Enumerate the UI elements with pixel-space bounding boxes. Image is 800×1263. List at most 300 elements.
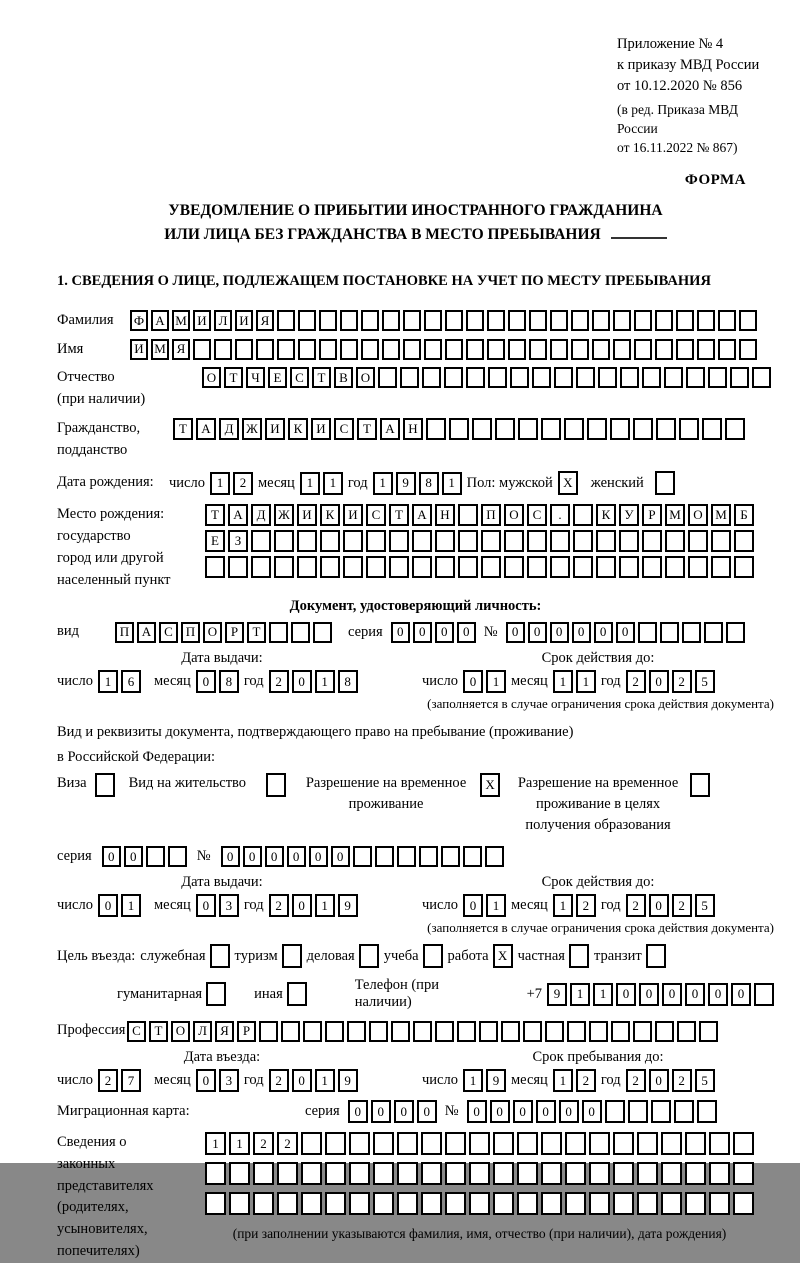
birth-place-char-box[interactable]: П [481,504,501,526]
representatives-char-box[interactable] [709,1132,730,1155]
representatives-char-box[interactable] [421,1162,442,1185]
digit-box[interactable]: 8 [219,670,239,693]
birth-place-char-box[interactable] [481,530,501,552]
surname-char-box[interactable] [613,310,631,331]
citizenship-char-box[interactable] [610,418,630,440]
digit-box[interactable]: 0 [463,894,483,917]
citizenship-char-box[interactable] [449,418,469,440]
given-name-char-box[interactable] [529,339,547,360]
digit-box[interactable] [704,622,723,643]
birth-place-char-box[interactable] [642,530,662,552]
digit-box[interactable]: 1 [593,983,613,1006]
patronymic-char-box[interactable] [532,367,551,388]
digit-box[interactable]: 0 [243,846,262,867]
digit-box[interactable] [375,846,394,867]
patronymic-char-box[interactable] [444,367,463,388]
digit-box[interactable]: 0 [639,983,659,1006]
digit-box[interactable]: 1 [553,894,573,917]
digit-box[interactable]: 1 [570,983,590,1006]
birth-place-char-box[interactable]: М [665,504,685,526]
birth-place-char-box[interactable]: . [550,504,570,526]
digit-box[interactable]: 0 [435,622,454,643]
representatives-char-box[interactable] [589,1192,610,1215]
digit-box[interactable]: 1 [373,472,393,495]
digit-box[interactable]: 0 [394,1100,414,1123]
birth-place-char-box[interactable] [320,556,340,578]
patronymic-char-box[interactable]: Т [224,367,243,388]
birth-place-char-box[interactable] [389,556,409,578]
citizenship-char-box[interactable] [518,418,538,440]
surname-char-box[interactable] [382,310,400,331]
digit-box[interactable]: 0 [467,1100,487,1123]
representatives-char-box[interactable] [373,1132,394,1155]
representatives-char-box[interactable] [685,1192,706,1215]
given-name-char-box[interactable] [424,339,442,360]
birth-place-char-box[interactable]: У [619,504,639,526]
profession-char-box[interactable] [479,1021,498,1042]
digit-box[interactable]: 0 [98,894,118,917]
digit-box[interactable]: 1 [323,472,343,495]
representatives-char-box[interactable] [205,1192,226,1215]
profession-char-box[interactable] [611,1021,630,1042]
profession-char-box[interactable]: Т [149,1021,168,1042]
birth-place-char-box[interactable] [274,556,294,578]
citizenship-char-box[interactable]: А [380,418,400,440]
representatives-char-box[interactable] [397,1162,418,1185]
birth-place-char-box[interactable] [435,556,455,578]
birth-place-char-box[interactable] [550,556,570,578]
birth-place-char-box[interactable] [711,530,731,552]
patronymic-char-box[interactable] [752,367,771,388]
identity-kind-char-box[interactable]: О [203,622,222,643]
representatives-char-box[interactable] [589,1132,610,1155]
digit-box[interactable]: 0 [196,670,216,693]
representatives-char-box[interactable] [469,1162,490,1185]
birth-place-char-box[interactable] [205,556,225,578]
citizenship-char-box[interactable]: И [311,418,331,440]
representatives-char-box[interactable] [229,1192,250,1215]
checkbox[interactable] [95,773,115,797]
birth-place-char-box[interactable] [550,530,570,552]
given-name-char-box[interactable] [256,339,274,360]
representatives-char-box[interactable] [565,1162,586,1185]
digit-box[interactable]: 0 [550,622,569,643]
digit-box[interactable]: 9 [396,472,416,495]
birth-place-char-box[interactable] [274,530,294,552]
birth-place-char-box[interactable] [412,556,432,578]
citizenship-char-box[interactable]: К [288,418,308,440]
digit-box[interactable]: 1 [315,894,335,917]
digit-box[interactable]: 9 [338,894,358,917]
patronymic-char-box[interactable] [554,367,573,388]
representatives-char-box[interactable] [613,1162,634,1185]
profession-char-box[interactable] [655,1021,674,1042]
digit-box[interactable] [485,846,504,867]
representatives-char-box[interactable] [301,1162,322,1185]
birth-place-char-box[interactable] [458,504,478,526]
profession-char-box[interactable] [325,1021,344,1042]
patronymic-char-box[interactable] [642,367,661,388]
birth-place-char-box[interactable] [596,556,616,578]
birth-place-char-box[interactable] [458,530,478,552]
given-name-char-box[interactable] [298,339,316,360]
birth-place-char-box[interactable] [734,530,754,552]
digit-box[interactable] [397,846,416,867]
digit-box[interactable]: 0 [506,622,525,643]
profession-char-box[interactable] [391,1021,410,1042]
given-name-char-box[interactable] [214,339,232,360]
representatives-char-box[interactable] [589,1162,610,1185]
birth-place-char-box[interactable]: М [711,504,731,526]
digit-box[interactable]: 8 [338,670,358,693]
representatives-char-box[interactable] [733,1132,754,1155]
digit-box[interactable] [168,846,187,867]
birth-place-char-box[interactable] [343,530,363,552]
given-name-char-box[interactable] [718,339,736,360]
patronymic-char-box[interactable] [466,367,485,388]
birth-place-char-box[interactable]: К [320,504,340,526]
profession-char-box[interactable]: Л [193,1021,212,1042]
representatives-char-box[interactable] [493,1192,514,1215]
birth-place-char-box[interactable] [596,530,616,552]
digit-box[interactable]: 0 [513,1100,533,1123]
surname-char-box[interactable] [466,310,484,331]
identity-kind-char-box[interactable]: С [159,622,178,643]
birth-place-char-box[interactable] [251,556,271,578]
digit-box[interactable]: 0 [594,622,613,643]
birth-place-char-box[interactable] [366,530,386,552]
surname-char-box[interactable] [571,310,589,331]
checkbox[interactable] [359,944,379,968]
checkbox[interactable] [206,982,226,1006]
representatives-char-box[interactable]: 2 [253,1132,274,1155]
birth-place-char-box[interactable] [619,530,639,552]
representatives-char-box[interactable] [325,1162,346,1185]
surname-char-box[interactable]: И [235,310,253,331]
citizenship-char-box[interactable] [679,418,699,440]
given-name-char-box[interactable] [508,339,526,360]
citizenship-char-box[interactable] [426,418,446,440]
birth-place-char-box[interactable] [527,530,547,552]
digit-box[interactable] [697,1100,717,1123]
digit-box[interactable]: 1 [576,670,596,693]
digit-box[interactable]: 0 [649,1069,669,1092]
digit-box[interactable]: 9 [338,1069,358,1092]
digit-box[interactable] [682,622,701,643]
patronymic-char-box[interactable] [708,367,727,388]
profession-char-box[interactable]: О [171,1021,190,1042]
representatives-char-box[interactable] [469,1192,490,1215]
surname-char-box[interactable] [592,310,610,331]
digit-box[interactable]: 9 [486,1069,506,1092]
given-name-char-box[interactable] [571,339,589,360]
digit-box[interactable]: 7 [121,1069,141,1092]
representatives-char-box[interactable] [493,1162,514,1185]
digit-box[interactable]: 0 [582,1100,602,1123]
birth-place-char-box[interactable] [389,530,409,552]
surname-char-box[interactable] [508,310,526,331]
representatives-char-box[interactable] [445,1192,466,1215]
patronymic-char-box[interactable] [598,367,617,388]
representatives-char-box[interactable] [517,1132,538,1155]
representatives-char-box[interactable] [253,1162,274,1185]
surname-char-box[interactable] [634,310,652,331]
identity-kind-char-box[interactable]: Т [247,622,266,643]
identity-kind-char-box[interactable]: П [181,622,200,643]
citizenship-char-box[interactable]: И [265,418,285,440]
representatives-char-box[interactable] [661,1162,682,1185]
surname-char-box[interactable]: И [193,310,211,331]
digit-box[interactable]: 8 [419,472,439,495]
representatives-char-box[interactable] [205,1162,226,1185]
digit-box[interactable]: 2 [576,894,596,917]
surname-char-box[interactable] [718,310,736,331]
birth-place-char-box[interactable] [504,556,524,578]
digit-box[interactable]: 0 [490,1100,510,1123]
surname-char-box[interactable] [277,310,295,331]
birth-place-char-box[interactable] [412,530,432,552]
surname-char-box[interactable] [340,310,358,331]
given-name-char-box[interactable] [676,339,694,360]
digit-box[interactable]: 5 [695,894,715,917]
birth-place-char-box[interactable] [228,556,248,578]
representatives-char-box[interactable] [685,1162,706,1185]
surname-char-box[interactable] [550,310,568,331]
checkbox[interactable]: X [480,773,500,797]
digit-box[interactable]: 1 [315,670,335,693]
given-name-char-box[interactable] [235,339,253,360]
representatives-char-box[interactable] [541,1132,562,1155]
digit-box[interactable]: 1 [300,472,320,495]
patronymic-char-box[interactable] [620,367,639,388]
digit-box[interactable] [726,622,745,643]
digit-box[interactable]: 0 [309,846,328,867]
representatives-char-box[interactable] [253,1192,274,1215]
birth-place-char-box[interactable] [251,530,271,552]
birth-place-char-box[interactable] [320,530,340,552]
given-name-char-box[interactable] [487,339,505,360]
birth-place-char-box[interactable]: Ж [274,504,294,526]
profession-char-box[interactable] [435,1021,454,1042]
representatives-char-box[interactable] [445,1132,466,1155]
citizenship-char-box[interactable] [656,418,676,440]
citizenship-char-box[interactable]: С [334,418,354,440]
digit-box[interactable]: 0 [457,622,476,643]
surname-char-box[interactable] [739,310,757,331]
representatives-char-box[interactable] [445,1162,466,1185]
digit-box[interactable] [353,846,372,867]
given-name-char-box[interactable] [445,339,463,360]
given-name-char-box[interactable] [193,339,211,360]
representatives-char-box[interactable] [613,1132,634,1155]
digit-box[interactable]: 2 [626,1069,646,1092]
birth-place-char-box[interactable] [435,530,455,552]
surname-char-box[interactable] [529,310,547,331]
digit-box[interactable] [638,622,657,643]
birth-place-char-box[interactable] [688,530,708,552]
representatives-char-box[interactable] [493,1132,514,1155]
digit-box[interactable] [674,1100,694,1123]
checkbox[interactable]: X [558,471,578,495]
patronymic-char-box[interactable]: В [334,367,353,388]
profession-char-box[interactable]: С [127,1021,146,1042]
representatives-char-box[interactable] [709,1162,730,1185]
digit-box[interactable]: 0 [685,983,705,1006]
profession-char-box[interactable] [545,1021,564,1042]
given-name-char-box[interactable] [277,339,295,360]
birth-place-char-box[interactable] [366,556,386,578]
digit-box[interactable] [463,846,482,867]
digit-box[interactable]: 2 [98,1069,118,1092]
digit-box[interactable]: 0 [331,846,350,867]
digit-box[interactable]: 2 [269,670,289,693]
patronymic-char-box[interactable] [576,367,595,388]
birth-place-char-box[interactable]: О [688,504,708,526]
digit-box[interactable]: 0 [572,622,591,643]
digit-box[interactable]: 0 [292,1069,312,1092]
digit-box[interactable]: 0 [649,670,669,693]
digit-box[interactable]: 0 [102,846,121,867]
patronymic-char-box[interactable]: Е [268,367,287,388]
digit-box[interactable]: 0 [649,894,669,917]
digit-box[interactable]: 1 [98,670,118,693]
profession-char-box[interactable] [567,1021,586,1042]
birth-place-char-box[interactable]: И [297,504,317,526]
birth-place-char-box[interactable]: Б [734,504,754,526]
digit-box[interactable]: 1 [463,1069,483,1092]
birth-place-char-box[interactable]: Е [205,530,225,552]
given-name-char-box[interactable] [613,339,631,360]
given-name-char-box[interactable] [634,339,652,360]
patronymic-char-box[interactable]: Т [312,367,331,388]
surname-char-box[interactable] [298,310,316,331]
surname-char-box[interactable] [445,310,463,331]
checkbox[interactable] [646,944,666,968]
profession-char-box[interactable] [369,1021,388,1042]
representatives-char-box[interactable] [565,1132,586,1155]
surname-char-box[interactable] [655,310,673,331]
profession-char-box[interactable] [523,1021,542,1042]
digit-box[interactable]: 0 [287,846,306,867]
profession-char-box[interactable] [347,1021,366,1042]
identity-kind-char-box[interactable]: Р [225,622,244,643]
representatives-char-box[interactable] [325,1132,346,1155]
checkbox[interactable]: X [493,944,513,968]
digit-box[interactable] [419,846,438,867]
digit-box[interactable]: 0 [662,983,682,1006]
given-name-char-box[interactable] [340,339,358,360]
birth-place-char-box[interactable] [665,556,685,578]
profession-char-box[interactable]: Я [215,1021,234,1042]
surname-char-box[interactable]: Я [256,310,274,331]
surname-char-box[interactable]: Л [214,310,232,331]
digit-box[interactable]: 0 [348,1100,368,1123]
patronymic-char-box[interactable] [686,367,705,388]
digit-box[interactable] [628,1100,648,1123]
birth-place-char-box[interactable] [665,530,685,552]
identity-kind-char-box[interactable] [313,622,332,643]
checkbox[interactable] [287,982,307,1006]
digit-box[interactable]: 0 [528,622,547,643]
digit-box[interactable]: 0 [616,622,635,643]
birth-place-char-box[interactable] [734,556,754,578]
digit-box[interactable] [754,983,774,1006]
given-name-char-box[interactable] [403,339,421,360]
digit-box[interactable]: 0 [221,846,240,867]
birth-place-char-box[interactable] [343,556,363,578]
checkbox[interactable] [569,944,589,968]
representatives-char-box[interactable]: 2 [277,1132,298,1155]
profession-char-box[interactable] [589,1021,608,1042]
digit-box[interactable]: 5 [695,1069,715,1092]
profession-char-box[interactable] [699,1021,718,1042]
representatives-char-box[interactable] [397,1192,418,1215]
representatives-char-box[interactable] [517,1162,538,1185]
digit-box[interactable]: 2 [672,894,692,917]
representatives-char-box[interactable] [229,1162,250,1185]
birth-place-char-box[interactable] [573,530,593,552]
birth-place-char-box[interactable]: Т [389,504,409,526]
digit-box[interactable]: 1 [553,670,573,693]
profession-char-box[interactable] [501,1021,520,1042]
birth-place-char-box[interactable] [297,556,317,578]
citizenship-char-box[interactable]: А [196,418,216,440]
patronymic-char-box[interactable]: Ч [246,367,265,388]
birth-place-char-box[interactable]: О [504,504,524,526]
digit-box[interactable]: 0 [536,1100,556,1123]
digit-box[interactable] [441,846,460,867]
given-name-char-box[interactable] [361,339,379,360]
birth-place-char-box[interactable]: З [228,530,248,552]
digit-box[interactable]: 0 [371,1100,391,1123]
given-name-char-box[interactable] [382,339,400,360]
representatives-char-box[interactable] [277,1192,298,1215]
patronymic-char-box[interactable]: С [290,367,309,388]
birth-place-char-box[interactable] [711,556,731,578]
patronymic-char-box[interactable] [510,367,529,388]
digit-box[interactable]: 6 [121,670,141,693]
representatives-char-box[interactable] [349,1192,370,1215]
checkbox[interactable] [282,944,302,968]
birth-place-char-box[interactable]: К [596,504,616,526]
representatives-char-box[interactable] [349,1162,370,1185]
surname-char-box[interactable] [697,310,715,331]
digit-box[interactable]: 5 [695,670,715,693]
digit-box[interactable]: 9 [547,983,567,1006]
representatives-char-box[interactable] [661,1132,682,1155]
representatives-char-box[interactable] [733,1192,754,1215]
digit-box[interactable]: 0 [196,894,216,917]
digit-box[interactable]: 0 [196,1069,216,1092]
patronymic-char-box[interactable]: О [202,367,221,388]
digit-box[interactable]: 2 [626,894,646,917]
citizenship-char-box[interactable] [702,418,722,440]
patronymic-char-box[interactable]: О [356,367,375,388]
surname-char-box[interactable] [319,310,337,331]
given-name-char-box[interactable] [466,339,484,360]
checkbox[interactable] [655,471,675,495]
digit-box[interactable]: 1 [210,472,230,495]
representatives-char-box[interactable] [709,1192,730,1215]
birth-place-char-box[interactable] [481,556,501,578]
birth-place-char-box[interactable] [573,504,593,526]
digit-box[interactable]: 0 [463,670,483,693]
digit-box[interactable]: 0 [708,983,728,1006]
identity-kind-char-box[interactable]: П [115,622,134,643]
surname-char-box[interactable] [487,310,505,331]
representatives-char-box[interactable] [349,1132,370,1155]
given-name-char-box[interactable] [592,339,610,360]
